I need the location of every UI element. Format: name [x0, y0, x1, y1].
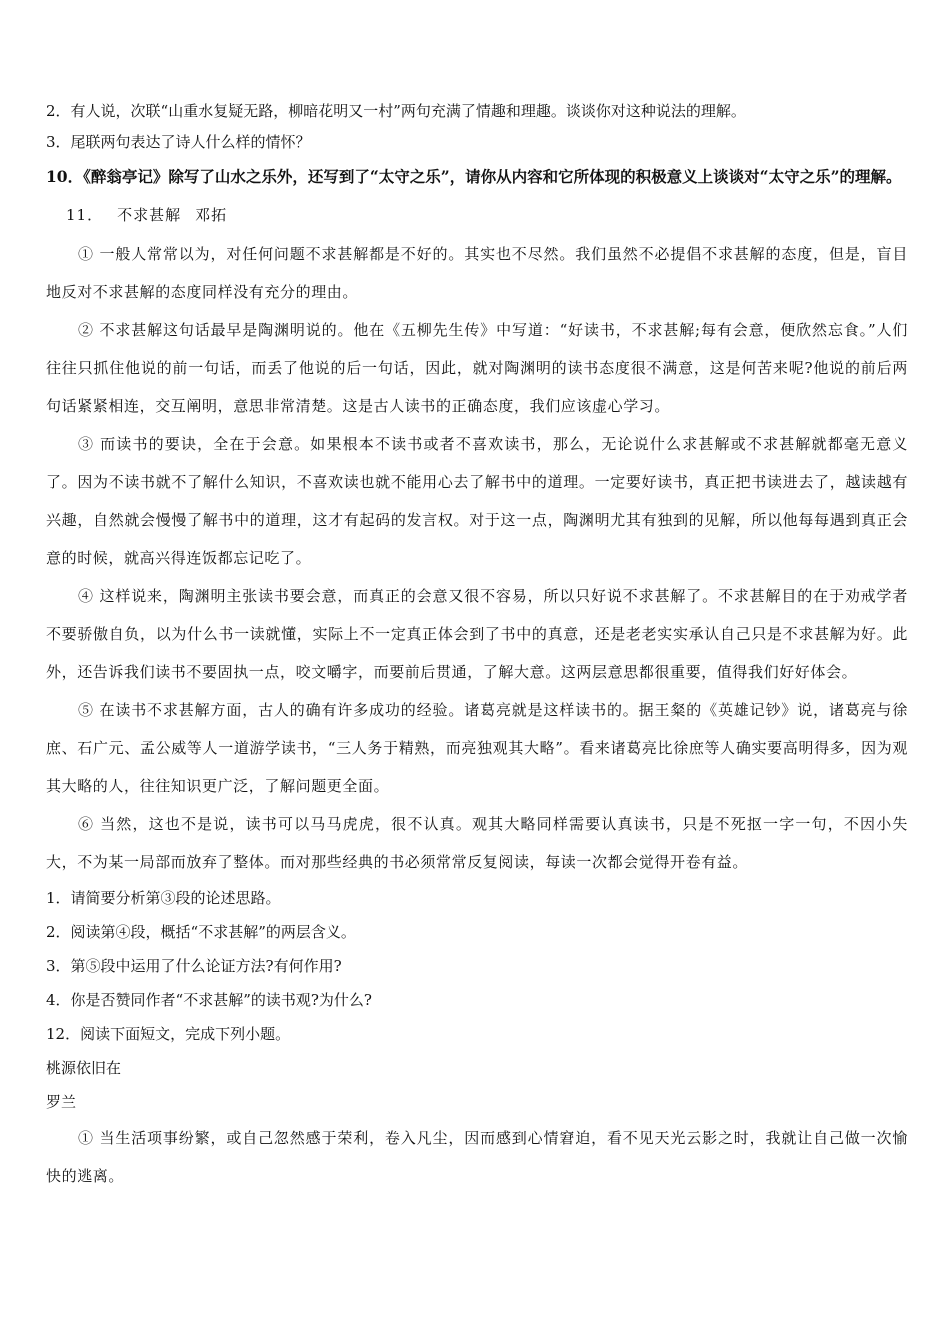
- article-paragraph-5: ⑤ 在读书不求甚解方面，古人的确有许多成功的经验。诸葛亮就是这样读书的。据王粲的《英雄记钞》说，诸葛亮与徐庶、石广元、孟公威等人一道游学读书，“三人务于精熟，而亮独观其大略”。看来诸葛亮比徐庶等人确实要高明得多，因为观其大略的人，往往知识更广泛，了解问题更全面。: [46, 701, 908, 795]
- question-number: 11．: [66, 206, 104, 224]
- document-page: [46, 96, 908, 1195]
- sub-question-2: 2．阅读第④段，概括“不求甚解”的两层含义。: [46, 923, 356, 941]
- article-paragraph-1: ① 一般人常常以为，对任何问题不求甚解都是不好的。其实也不尽然。我们虽然不必提倡不求甚解的态度，但是，盲目地反对不求甚解的态度同样没有充分的理由。: [46, 245, 908, 301]
- article-11-heading: [46, 195, 908, 235]
- question-3: 3．尾联两句表达了诗人什么样的情怀？: [46, 133, 311, 151]
- article-paragraph-2: ② 不求甚解这句话最早是陶渊明说的。他在《五柳先生传》中写道：“好读书，不求甚解;每有会意，便欣然忘食。”人们往往只抓住他说的前一句话，而丢了他说的后一句话，因此，就对陶渊明的读书态度很不满意，这是何苦来呢?他说的前后两句话紧紧相连，交互阐明，意思非常清楚。这是古人读书的正确态度，我们应该虚心学习。: [46, 321, 908, 415]
- article-12-title: 桃源依旧在: [46, 1059, 122, 1077]
- sub-question-4: 4．你是否赞同作者“不求甚解”的读书观?为什么?: [46, 991, 372, 1009]
- article-title: 不求甚解: [117, 206, 182, 224]
- sub-question-3: 3．第⑤段中运用了什么论证方法?有何作用?: [46, 957, 342, 975]
- question-12-intro: 12．阅读下面短文，完成下列小题。: [46, 1025, 291, 1043]
- question-10: 10．《醉翁亭记》除写了山水之乐外，还写到了“太守之乐”，请你从内容和它所体现的积极意义上谈谈对“太守之乐”的理解。: [46, 167, 902, 186]
- question-2: 2．有人说，次联“山重水复疑无路，柳暗花明又一村”两句充满了情趣和理趣。谈谈你对这种说法的理解。: [46, 102, 746, 120]
- article-paragraph-3: ③ 而读书的要诀，全在于会意。如果根本不读书或者不喜欢读书，那么，无论说什么求甚解或不求甚解就都毫无意义了。因为不读书就不了解什么知识，不喜欢读也就不能用心去了解书中的道理。一定要好读书，真正把书读进去了，越读越有兴趣，自然就会慢慢了解书中的道理，这才有起码的发言权。对于这一点，陶渊明尤其有独到的见解，所以他每每遇到真正会意的时候，就高兴得连饭都忘记吃了。: [46, 435, 908, 567]
- article-12-author: 罗兰: [46, 1093, 77, 1111]
- article-author: 邓拓: [195, 206, 228, 224]
- article-paragraph-4: ④ 这样说来，陶渊明主张读书要会意，而真正的会意又很不容易，所以只好说不求甚解了。不求甚解目的在于劝戒学者不要骄傲自负，以为什么书一读就懂，实际上不一定真正体会到了书中的真意，还是老老实实承认自己只是不求甚解为好。此外，还告诉我们读书不要固执一点，咬文嚼字，而要前后贯通，了解大意。这两层意思都很重要，值得我们好好体会。: [46, 587, 908, 681]
- sub-question-1: 1．请简要分析第③段的论述思路。: [46, 889, 281, 907]
- article-12-paragraph-1: ① 当生活项事纷繁，或自己忽然感于荣利，卷入凡尘，因而感到心情窘迫，看不见天光云影之时，我就让自己做一次愉快的逃离。: [46, 1129, 908, 1185]
- article-paragraph-6: ⑥ 当然，这也不是说，读书可以马马虎虎，很不认真。观其大略同样需要认真读书，只是不死抠一字一句，不因小失大，不为某一局部而放弃了整体。而对那些经典的书必须常常反复阅读，每读一次都会觉得开卷有益。: [46, 815, 908, 871]
